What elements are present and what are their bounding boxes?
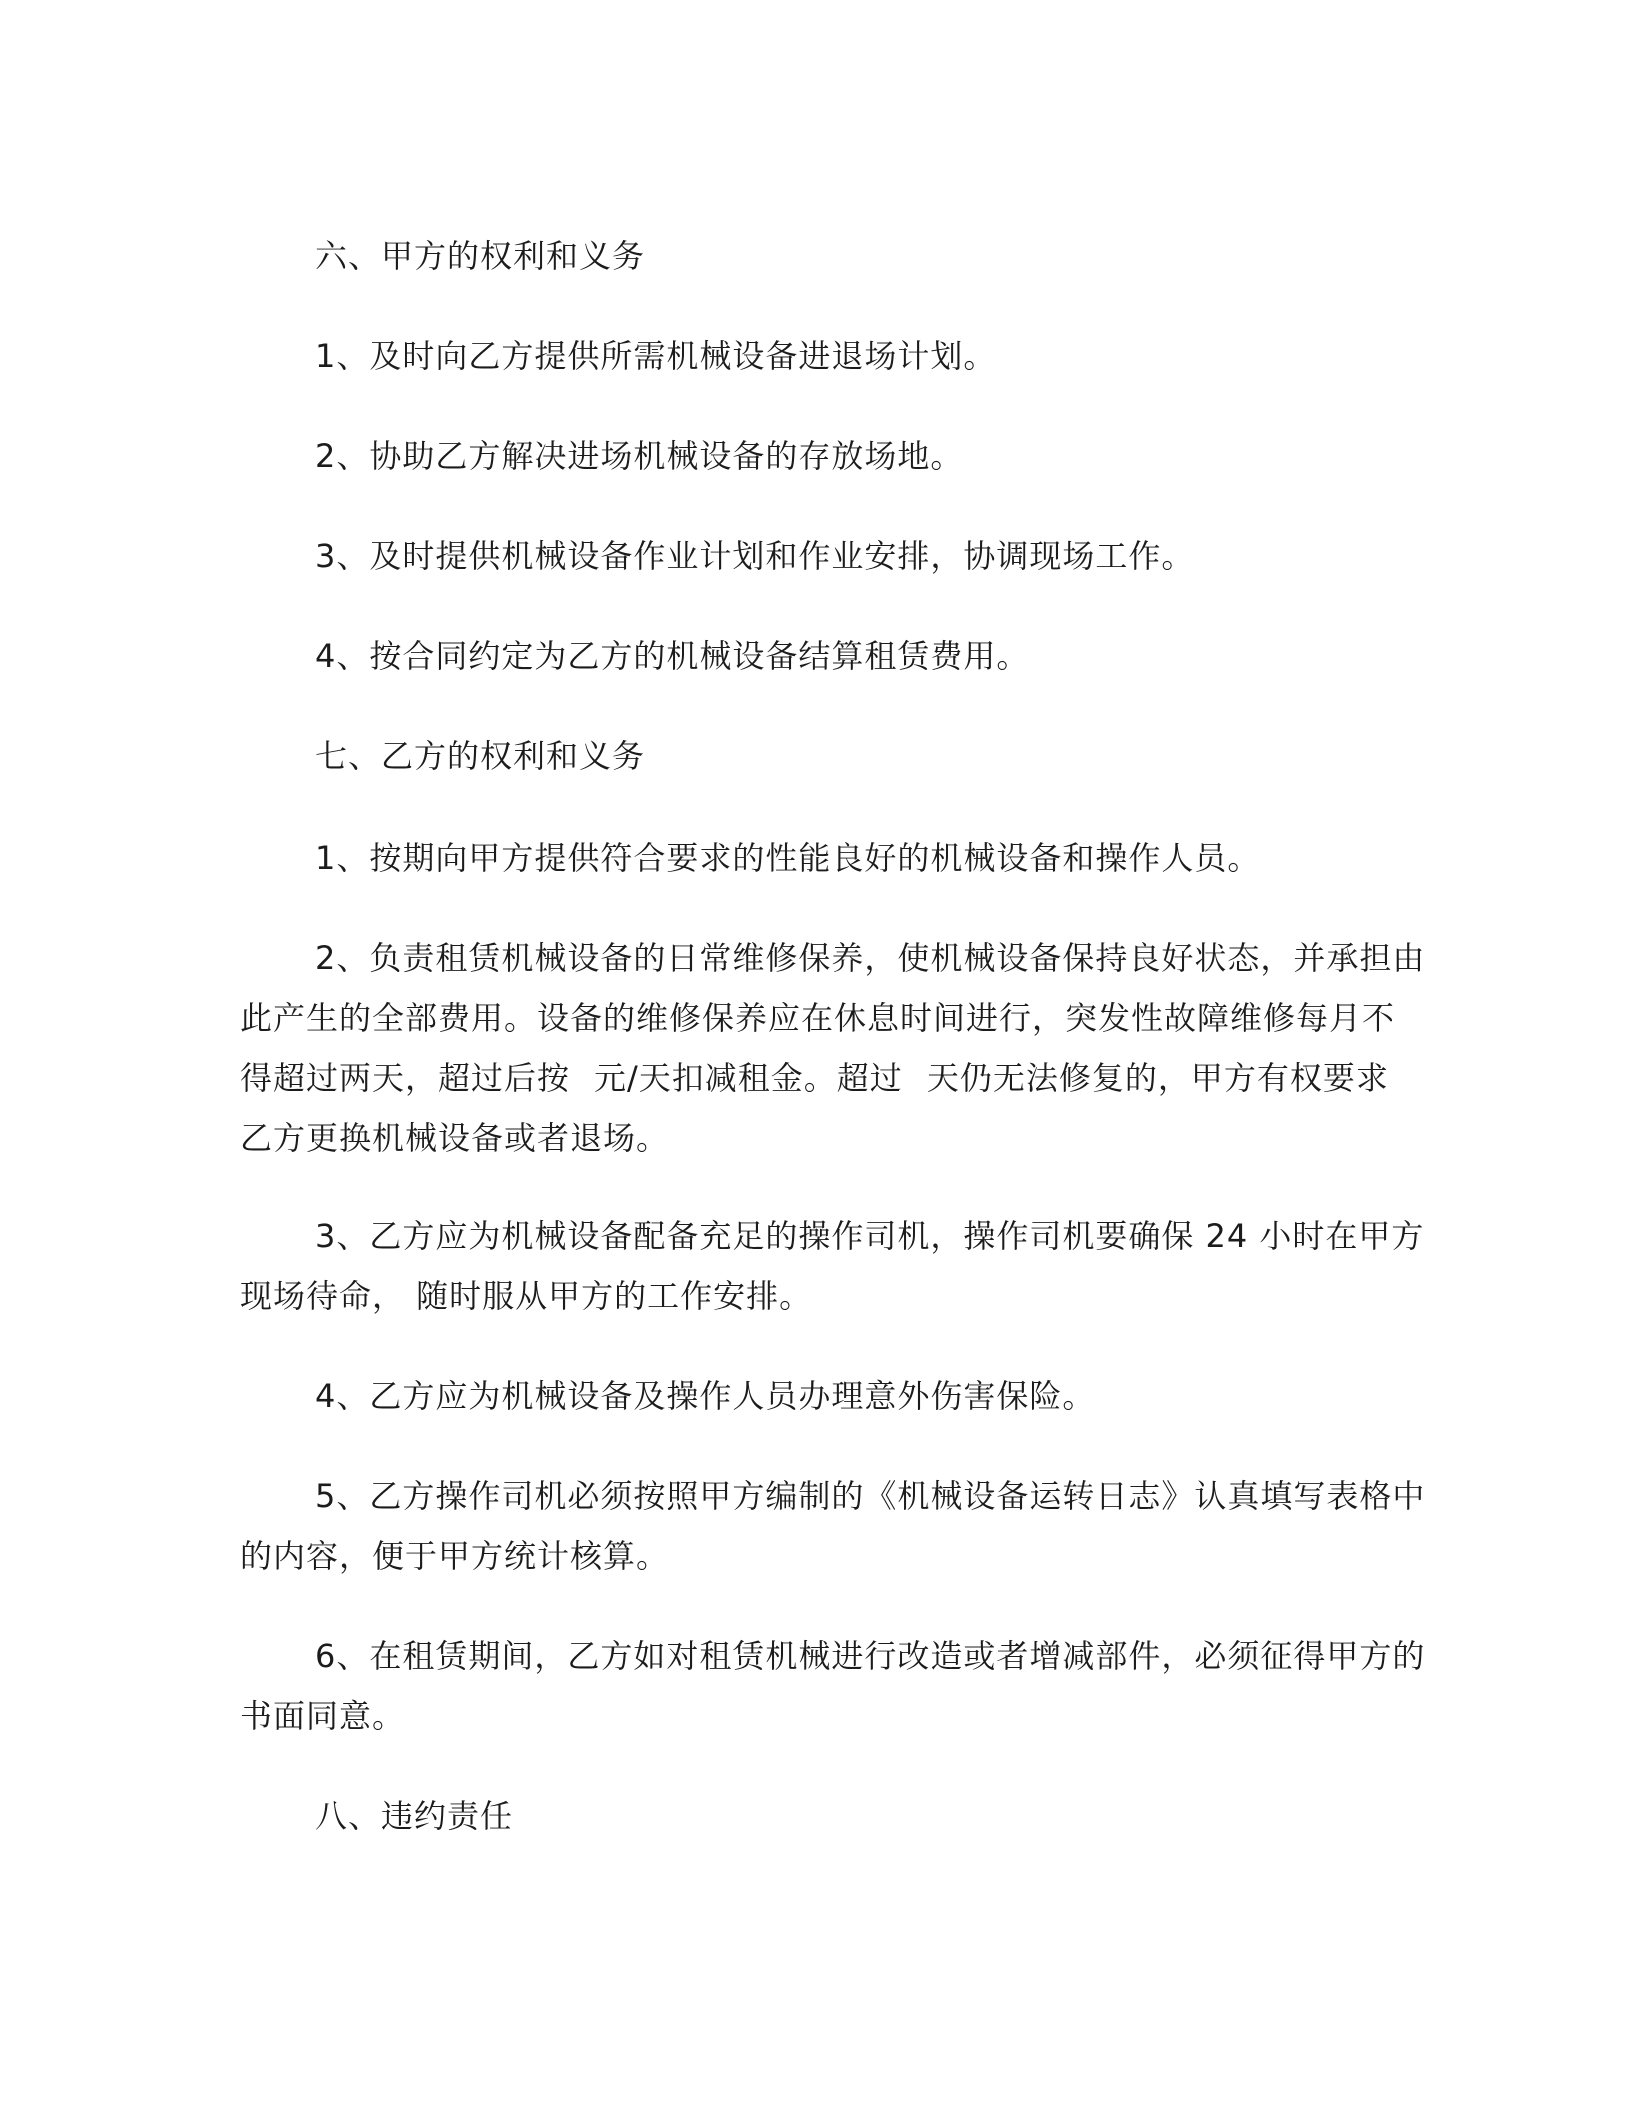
- paragraph-seven-2-line3-a: 得超过两天，超过后按: [240, 1059, 571, 1097]
- section-heading-seven: 七、乙方的权利和义务: [315, 737, 646, 775]
- section-heading-six: 六、甲方的权利和义务: [315, 237, 646, 275]
- paragraph-seven-4: 4、乙方应为机械设备及操作人员办理意外伤害保险。: [315, 1377, 1096, 1415]
- paragraph-six-1: 1、及时向乙方提供所需机械设备进退场计划。: [315, 337, 997, 375]
- section-heading-eight: 八、违约责任: [315, 1797, 514, 1835]
- paragraph-six-3: 3、及时提供机械设备作业计划和作业安排，协调现场工作。: [315, 537, 1195, 575]
- paragraph-seven-6-line2: 书面同意。: [240, 1697, 406, 1735]
- paragraph-seven-6-line1: 6、在租赁期间，乙方如对租赁机械进行改造或者增减部件，必须征得甲方的: [315, 1637, 1426, 1675]
- paragraph-seven-3-line1: 3、乙方应为机械设备配备充足的操作司机，操作司机要确保 24 小时在甲方: [315, 1217, 1425, 1255]
- paragraph-seven-2-line4: 乙方更换机械设备或者退场。: [240, 1119, 670, 1157]
- paragraph-seven-2-line3-b: 元/天扣减租金。超过: [594, 1059, 903, 1097]
- paragraph-seven-5-line2: 的内容，便于甲方统计核算。: [240, 1537, 670, 1575]
- paragraph-six-4: 4、按合同约定为乙方的机械设备结算租赁费用。: [315, 637, 1030, 675]
- paragraph-seven-2-line3: [240, 1048, 1400, 1108]
- paragraph-seven-1: 1、按期向甲方提供符合要求的性能良好的机械设备和操作人员。: [315, 839, 1261, 877]
- paragraph-seven-2-line1: 2、负责租赁机械设备的日常维修保养，使机械设备保持良好状态，并承担由: [315, 939, 1426, 977]
- paragraph-seven-2-line3-c: 天仍无法修复的，甲方有权要求: [926, 1059, 1389, 1097]
- paragraph-seven-3-line2: 现场待命， 随时服从甲方的工作安排。: [240, 1277, 813, 1315]
- paragraph-seven-5-line1: 5、乙方操作司机必须按照甲方编制的《机械设备运转日志》认真填写表格中: [315, 1477, 1426, 1515]
- paragraph-seven-2-line2: 此产生的全部费用。设备的维修保养应在休息时间进行，突发性故障维修每月不: [240, 999, 1396, 1037]
- paragraph-six-2: 2、协助乙方解决进场机械设备的存放场地。: [315, 437, 964, 475]
